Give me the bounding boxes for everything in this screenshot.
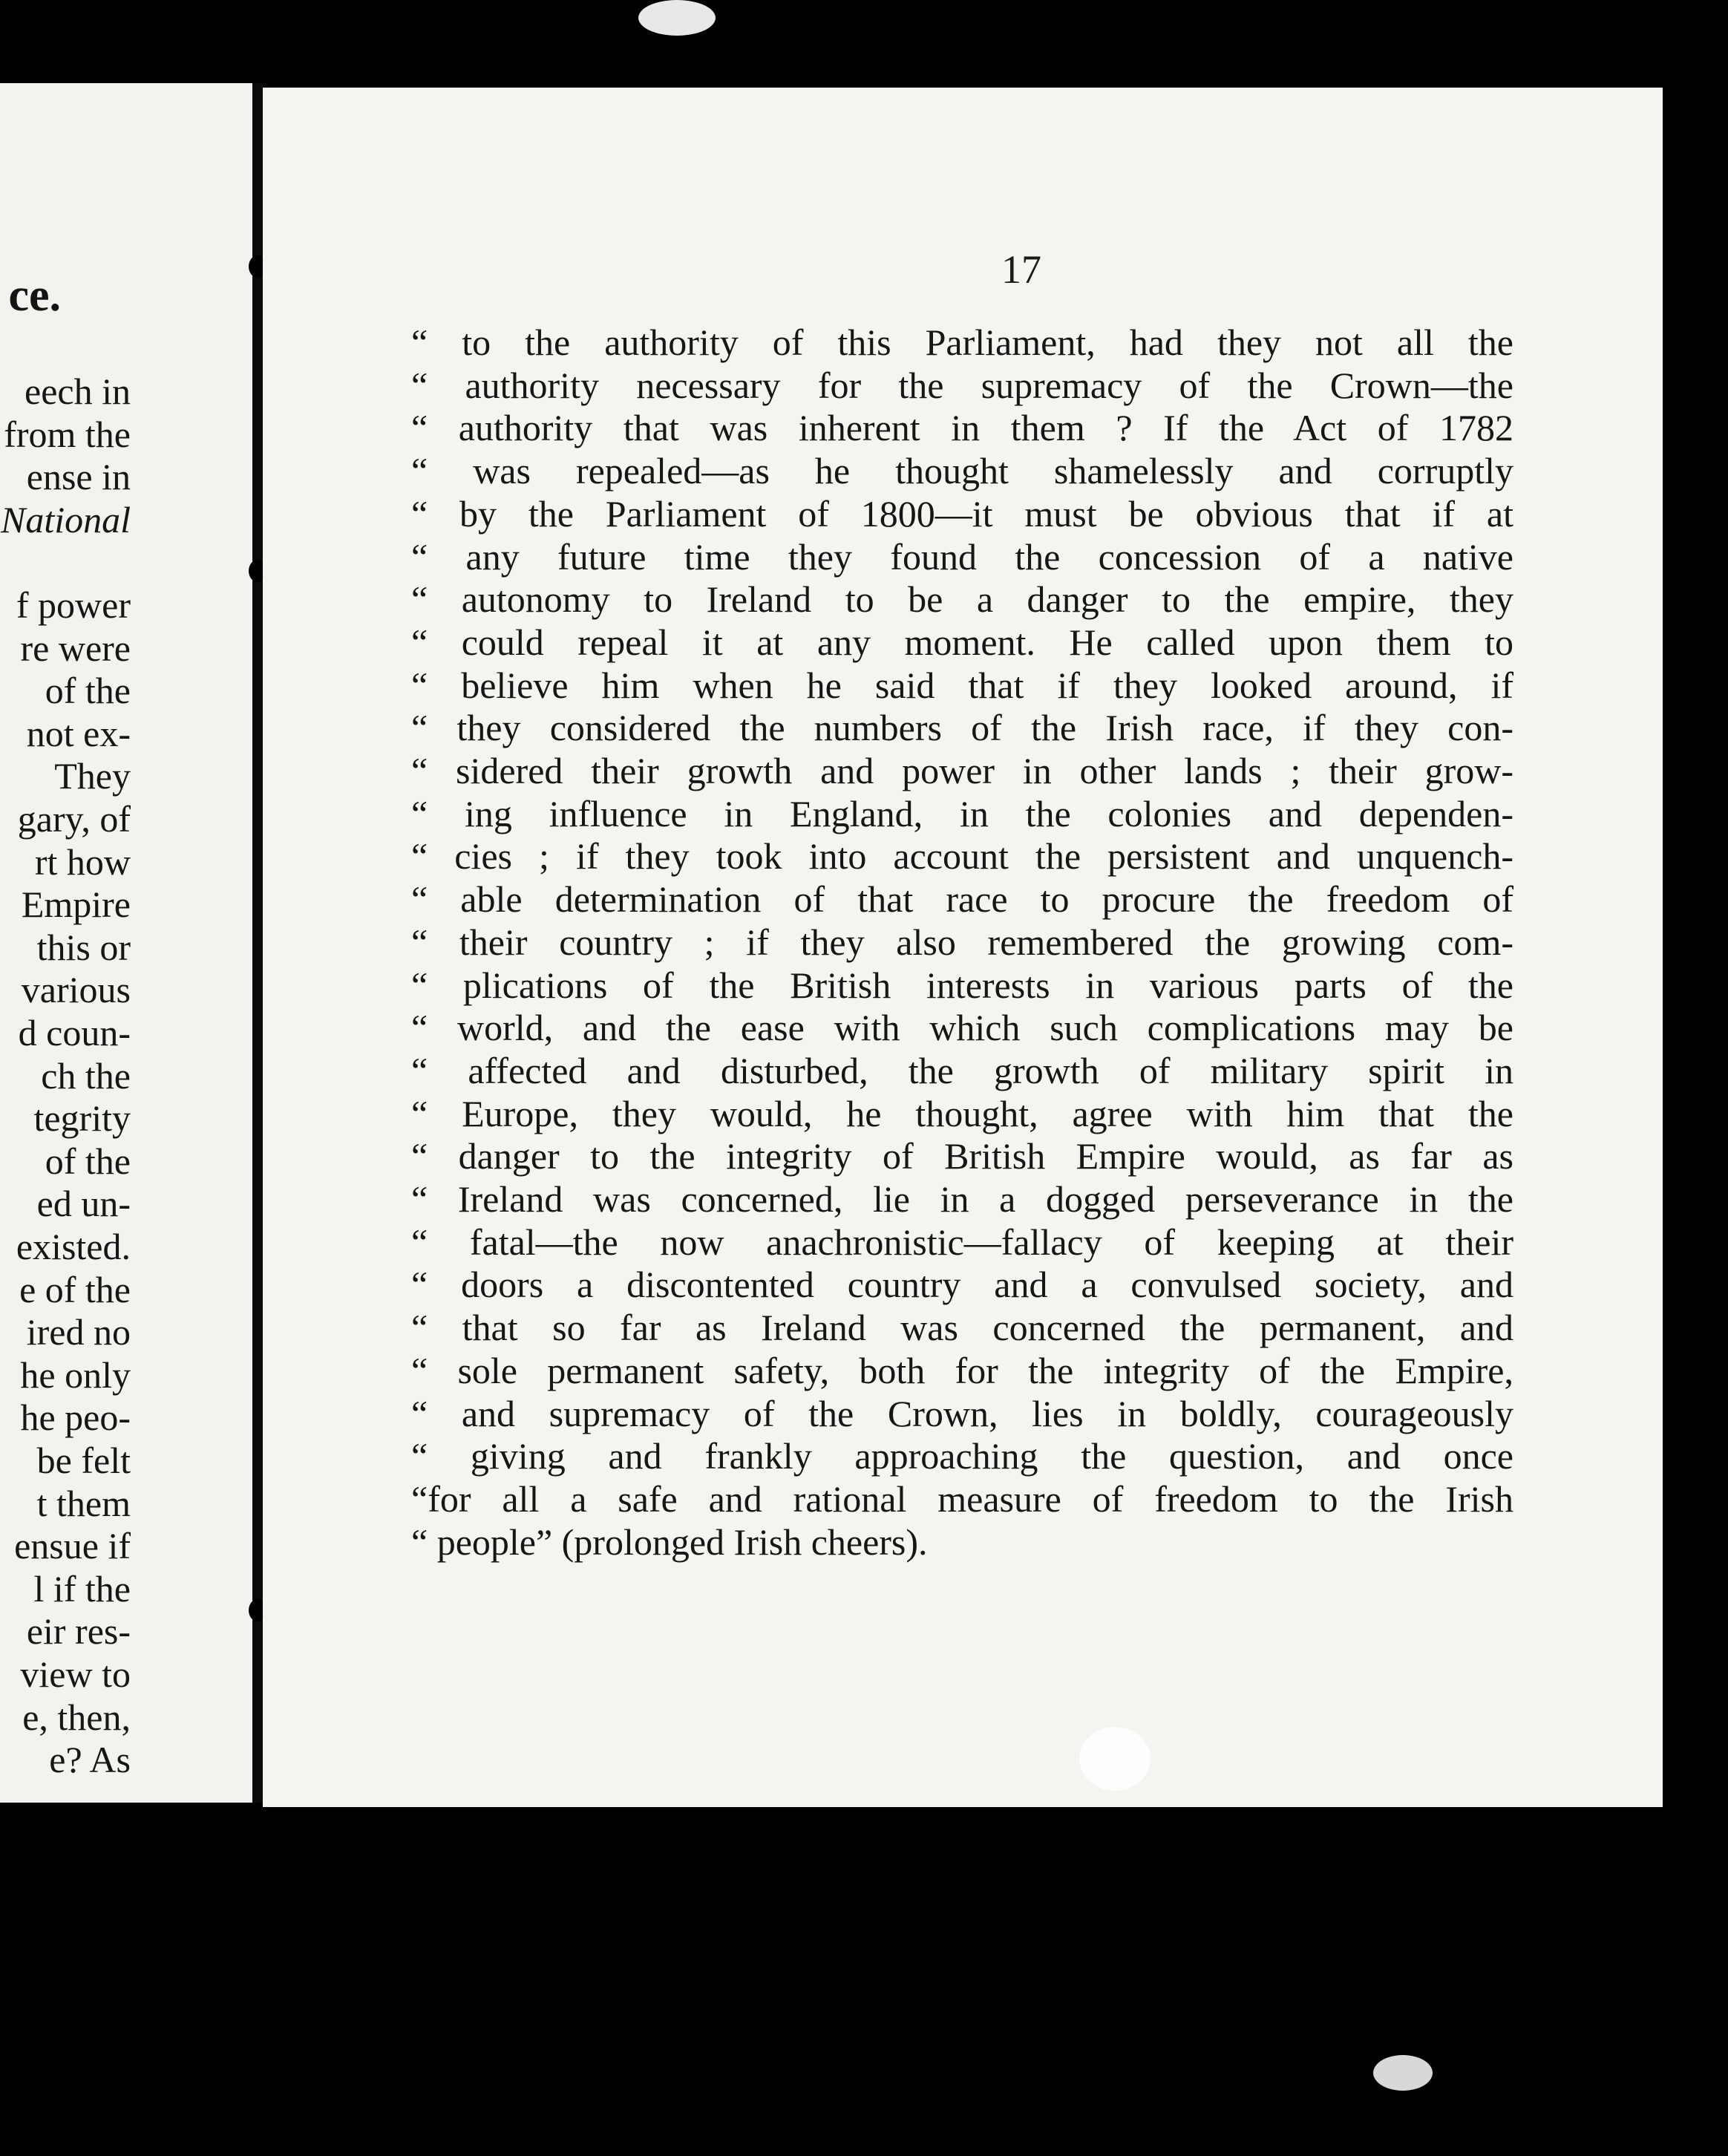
body-text-line: “ was repealed—as he thought shamelessly and corruptly [411, 450, 1513, 492]
body-text-line: “ believe him when he said that if they looked around, if [411, 664, 1513, 706]
body-text-line: “ Ireland was concerned, lie in a dogged perseverance in the [411, 1178, 1513, 1220]
body-text-line: “ and supremacy of the Crown, lies in boldly, courageously [411, 1392, 1513, 1434]
left-page-line: e? As [49, 1739, 131, 1781]
left-page-line: re were [20, 627, 131, 669]
paper-speck [1373, 2055, 1433, 2091]
left-page-line: ensue if [14, 1525, 131, 1567]
body-text-line: “ by the Parliament of 1800—it must be obvious that if at [411, 492, 1513, 535]
left-page-line: t them [36, 1482, 131, 1524]
left-page-line: various [21, 969, 131, 1011]
body-text-line: “ could repeal it at any moment. He called upon them to [411, 621, 1513, 663]
left-page-line: ired no [26, 1311, 131, 1353]
body-text-line: “ ing influence in England, in the colonies and dependen- [411, 792, 1513, 834]
body-text-line: “ any future time they found the concession of a native [411, 535, 1513, 578]
body-text-line: “ authority that was inherent in them ? If the Act of 1782 [411, 407, 1513, 449]
left-page-line: e, then, [22, 1696, 131, 1738]
body-text-line: “ world, and the ease with which such complications may be [411, 1007, 1513, 1049]
body-text-line: “ their country ; if they also remembered the growing com- [411, 921, 1513, 963]
body-text-line: “ sidered their growth and power in other lands ; their grow- [411, 750, 1513, 791]
book-spine [252, 83, 263, 1803]
left-page-line: d coun- [18, 1012, 131, 1054]
left-page-line: this or [36, 926, 131, 968]
body-text-line: “ cies ; if they took into account the persistent and unquench- [411, 835, 1513, 878]
page-number: 17 [1001, 247, 1041, 292]
body-text-line: “ plications of the British interests in various parts of the [411, 964, 1513, 1006]
left-facing-page [0, 83, 252, 1803]
right-page [263, 88, 1663, 1807]
left-page-line: Empire [21, 883, 131, 926]
body-text-line: “ giving and frankly approaching the question, and once [411, 1435, 1513, 1477]
left-page-line: he peo- [20, 1396, 131, 1439]
body-text-line: “ danger to the integrity of British Empire would, as far as [411, 1135, 1513, 1177]
left-page-line: rt how [34, 840, 131, 883]
body-text-line: “ able determination of that race to procure the freedom of [411, 878, 1513, 921]
left-page-line: ed un- [36, 1183, 131, 1225]
left-page-line: of the [45, 1140, 131, 1182]
left-page-line: existed. [16, 1226, 131, 1267]
body-text-line: “ affected and disturbed, the growth of military spirit in [411, 1049, 1513, 1091]
body-text-line: “ that so far as Ireland was concerned the permanent, and [411, 1307, 1513, 1349]
left-page-line: ense in [26, 456, 131, 498]
paper-blemish [1079, 1727, 1151, 1791]
body-text-line: “ to the authority of this Parliament, had they not all the [411, 321, 1513, 363]
left-page-line: be felt [36, 1440, 131, 1481]
left-page-line: view to [20, 1653, 131, 1695]
body-text-line: “for all a safe and rational measure of freedom to the Irish [411, 1477, 1513, 1520]
left-page-line: of the [45, 670, 131, 712]
body-text-line: “ Europe, they would, he thought, agree with him that the [411, 1092, 1513, 1134]
body-text-line: “ they considered the numbers of the Irish race, if they con- [411, 707, 1513, 749]
left-page-line: l if the [33, 1567, 131, 1610]
left-page-line: f power [16, 584, 131, 626]
body-text-line: “ sole permanent safety, both for the integrity of the Empire, [411, 1349, 1513, 1391]
left-page-line: not ex- [26, 712, 131, 754]
left-page-line: tegrity [33, 1097, 131, 1140]
body-text-line: “ autonomy to Ireland to be a danger to the empire, they [411, 578, 1513, 621]
left-page-line: National [0, 498, 131, 540]
left-page-line: he only [20, 1353, 131, 1396]
left-page-line: eir res- [26, 1610, 131, 1653]
body-text-line: “ authority necessary for the supremacy of the Crown—the [411, 364, 1513, 406]
left-page-line: e of the [19, 1268, 131, 1310]
left-page-line: eech in [24, 370, 131, 412]
body-text-line: “ doors a discontented country and a convulsed society, and [411, 1264, 1513, 1306]
paper-speck [638, 0, 716, 36]
left-page-line: from the [4, 413, 131, 455]
left-page-line: They [54, 755, 131, 797]
left-page-line: gary, of [17, 798, 131, 840]
body-text-line: “ fatal—the now anachronistic—fallacy of keeping at their [411, 1221, 1513, 1263]
body-text-line: “ people” (prolonged Irish cheers). [411, 1520, 928, 1563]
left-page-line: ch the [41, 1054, 131, 1097]
left-page-heading: ce. [8, 270, 61, 321]
